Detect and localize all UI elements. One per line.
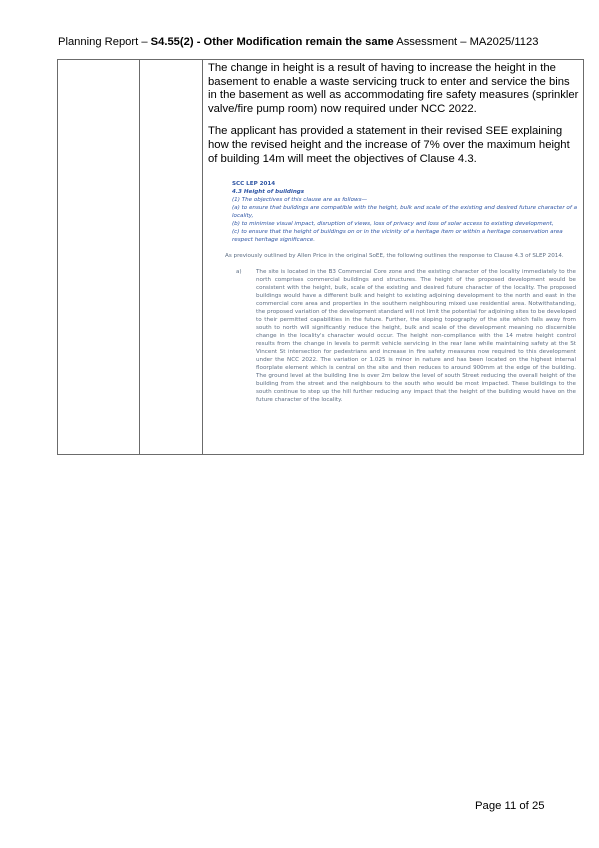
comment-paragraph: The applicant has provided a statement in their revised SEE explaining how the revised height and the increase of 7% over the maximum height of building 14m will meet the objectives of Clause 4.3. bbox=[208, 125, 570, 165]
page-header bbox=[58, 36, 558, 48]
assessment-table bbox=[57, 59, 584, 455]
extract-item bbox=[236, 268, 576, 404]
objective-line: (b) to minimise visual impact, disruption of views, loss of privacy and loss of solar access to existing development, bbox=[232, 221, 554, 228]
header-suffix: Assessment – MA2025/1123 bbox=[393, 36, 539, 48]
clause-title: 4.3 Height of buildings bbox=[232, 189, 305, 196]
header-prefix: Planning Report – bbox=[58, 36, 151, 48]
item-label: a) bbox=[236, 269, 242, 276]
table-row bbox=[58, 60, 584, 455]
comment-paragraph: The change in height is a result of having to increase the height in the basement to enable a waste servicing truck to enter and service the bins in the basement as well as accommodating fire safety measures (sprinkler valve/fire pump room) now required under NCC 2022. bbox=[208, 62, 579, 115]
item-text: The site is located in the B3 Commercial Core zone and the existing character of the locality immediately to the north comprises commercial buildings and structures. The height of the proposed development would be consistent with the height, bulk, scale of the existing and desired future character of the locality. The proposed buildings would have a different bulk and height to existing adjoining development to the north and east in the commercial core area and properties in the southern neighbouring mixed use residential area. Notwithstanding, the proposed variation of the development standard will not limit the potential for adjoining sites to be developed to their permitted capabilities in the future. Further, the sloping topography of the site which falls away from south to north will significantly reduce the height, bulk and scale of the development meaning no discernible change in the locality's character would occur. The height non-compliance with the 14 metre height control results from the change in levels to permit vehicle servicing in the rear lane while maintaining safety at the St Vincent St intersection for pedestrians and increase in fire safety measures now required to this development under the NCC 2022. The variation or 1.025 is minor in nature and has been located on the highest internal floorplate element which is central on the site and then reduces to around 900mm at the edge of the building. The ground level at the building line is over 2m below the level of south Street reducing the overall height of the building from the street and the neighbours to the south who would be most impacted. These buildings to the south continue to step up the hill further reducing any impact that the height of the building would have on the future character of the locality. bbox=[256, 269, 576, 404]
objective-line: (a) to ensure that buildings are compatible with the height, bulk and scale of the existing and desired future character of a locality, bbox=[232, 205, 577, 220]
objective-line: (c) to ensure that the height of buildings on or in the vicinity of a heritage item or within a heritage conservation area respect heritage significance. bbox=[232, 229, 563, 244]
scanned-extract bbox=[225, 180, 580, 404]
lep-quote bbox=[232, 180, 580, 244]
objective-line: (1) The objectives of this clause are as follows— bbox=[232, 197, 368, 204]
table-cell-col2 bbox=[140, 60, 203, 455]
table-cell-col1 bbox=[58, 60, 140, 455]
header-title-bold: S4.55(2) - Other Modification remain the same bbox=[150, 36, 394, 48]
table-cell-comment bbox=[203, 60, 584, 455]
page-number: Page 11 of 25 bbox=[475, 800, 545, 812]
extract-intro: As previously outlined by Allen Price in the original SoEE, the following outlines the response to Clause 4.3 of SLEP 2014. bbox=[225, 253, 564, 260]
lep-title: SCC LEP 2014 bbox=[232, 181, 276, 188]
